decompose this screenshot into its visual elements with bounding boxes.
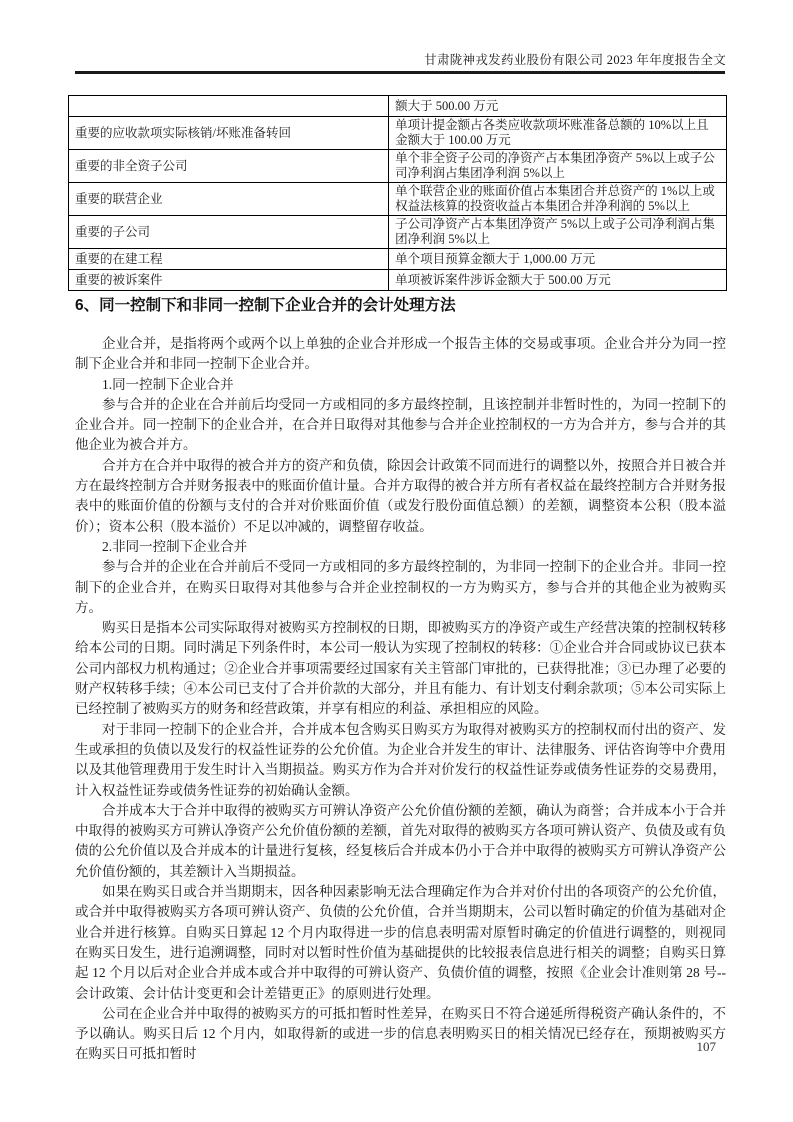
table-row bbox=[69, 270, 727, 291]
table-row bbox=[69, 249, 727, 270]
criteria-threshold-cell: 子公司净资产占本集团净资产 5%以上或子公司净利润占集团净利润 5%以上 bbox=[389, 216, 727, 249]
table-row bbox=[69, 117, 727, 150]
table-row bbox=[69, 216, 727, 249]
criteria-item-cell: 重要的联营企业 bbox=[69, 183, 389, 216]
subheading-same-control: 1.同一控制下企业合并 bbox=[102, 376, 234, 392]
criteria-threshold-cell: 单项被诉案件涉诉金额大于 500.00 万元 bbox=[389, 270, 727, 291]
page-number: 107 bbox=[696, 1039, 716, 1054]
criteria-threshold-cell: 额大于 500.00 万元 bbox=[389, 96, 727, 117]
table-row bbox=[69, 150, 727, 183]
page-header: 甘肃陇神戎发药业股份有限公司 2023 年年度报告全文 bbox=[424, 53, 726, 67]
criteria-item-cell: 重要的非全资子公司 bbox=[69, 150, 389, 183]
paragraph-intro: 企业合并，是指将两个或两个以上单独的企业合并形成一个报告主体的交易或事项。企业合并分为同一控制下企业合并和非同一控制下企业合并。 bbox=[75, 336, 726, 372]
criteria-item-cell: 重要的应收款项实际核销/坏账准备转回 bbox=[69, 117, 389, 150]
criteria-threshold-cell: 单个项目预算金额大于 1,000.00 万元 bbox=[389, 249, 727, 270]
section-heading: 6、同一控制下和非同一控制下企业合并的会计处理方法 bbox=[75, 297, 456, 314]
paragraph: 参与合并的企业在合并前后均受同一方或相同的多方最终控制，且该控制并非暂时性的，为同一控制下的企业合并。同一控制下的企业合并，在合并日取得对其他参与合并企业控制权的一方为合并方，参与合并的其他企业为被合并方。 bbox=[75, 396, 726, 453]
criteria-threshold-cell: 单个联营企业的账面价值占本集团合并总资产的 1%以上或权益法核算的投资收益占本集团合并净利润的 5%以上 bbox=[389, 183, 727, 216]
criteria-threshold-cell: 单项计提金额占各类应收款项坏账准备总额的 10%以上且金额大于 100.00 万元 bbox=[389, 117, 727, 150]
paragraph: 如果在购买日或合并当期期末，因各种因素影响无法合理确定作为合并对价付出的各项资产的公允价值，或合并中取得被购买方各项可辨认资产、负债的公允价值，合并当期期末，公司以暂时确定的价值为基础对企业合并进行核算。自购买日算起 12 个月内取得进一步的信息表明需对原暂时确定的价值进行调整的，则视同在购买日发生，进行追溯调整，同时对以暂时性价值为基础提供的比较报表信息进行相关的调整；自购买日算起 12 个月以后对企业合并成本或合并中取得的可辨认资产、负债价值的调整，按照《企业会计准则第 28 号--会计政策、会计估计变更和会计差错更正》的原则进行处理。 bbox=[75, 884, 726, 1001]
importance-criteria-table bbox=[68, 95, 727, 291]
paragraph: 合并成本大于合并中取得的被购买方可辨认净资产公允价值份额的差额，确认为商誉；合并成本小于合并中取得的被购买方可辨认净资产公允价值份额的差额，首先对取得的被购买方各项可辨认资产、负债及或有负债的公允价值以及合并成本的计量进行复核，经复核后合并成本仍小于合并中取得的被购买方可辨认净资产公允价值份额的，其差额计入当期损益。 bbox=[75, 802, 726, 879]
criteria-item-cell: 重要的被诉案件 bbox=[69, 270, 389, 291]
criteria-item-cell: 重要的在建工程 bbox=[69, 249, 389, 270]
criteria-item-cell bbox=[69, 96, 389, 117]
paragraph: 购买日是指本公司实际取得对被购买方控制权的日期，即被购买方的净资产或生产经营决策的控制权转移给本公司的日期。同时满足下列条件时，本公司一般认为实现了控制权的转移：①企业合并合同或协议已获本公司内部权力机构通过；②企业合并事项需要经过国家有关主管部门审批的，已获得批准；③已办理了必要的财产权转移手续；④本公司已支付了合并价款的大部分，并且有能力、有计划支付剩余款项；⑤本公司实际上已经控制了被购买方的财务和经营政策，并享有相应的利益、承担相应的风险。 bbox=[75, 620, 726, 717]
paragraph: 参与合并的企业在合并前后不受同一方或相同的多方最终控制的，为非同一控制下的企业合并。非同一控制下的企业合并，在购买日取得对其他参与合并企业控制权的一方为购买方，参与合并的其他企业为被购买方。 bbox=[75, 559, 726, 615]
table-row bbox=[69, 96, 727, 117]
criteria-item-cell: 重要的子公司 bbox=[69, 216, 389, 249]
table-row bbox=[69, 183, 727, 216]
header-rule bbox=[75, 71, 725, 74]
subheading-non-same-control: 2.非同一控制下企业合并 bbox=[102, 538, 248, 554]
paragraph: 合并方在合并中取得的被合并方的资产和负债，除因会计政策不同而进行的调整以外，按照合并日被合并方在最终控制方合并财务报表中的账面价值计量。合并方取得的被合并方所有者权益在最终控制方合并财务报表中的账面价值的份额与支付的合并对价账面价值（或发行股份面值总额）的差额，调整资本公积（股本溢价）；资本公积（股本溢价）不足以冲减的，调整留存收益。 bbox=[75, 457, 726, 534]
paragraph: 公司在企业合并中取得的被购买方的可抵扣暂时性差异，在购买日不符合递延所得税资产确认条件的，不予以确认。购买日后 12 个月内，如取得新的或进一步的信息表明购买日的相关情况已经存在，预期被购买方在购买日可抵扣暂时 bbox=[75, 1005, 726, 1062]
section-body bbox=[75, 334, 726, 1065]
paragraph: 对于非同一控制下的企业合并，合并成本包含购买日购买方为取得对被购买方的控制权而付出的资产、发生或承担的负债以及发行的权益性证券的公允价值。为企业合并发生的审计、法律服务、评估咨询等中介费用以及其他管理费用于发生时计入当期损益。购买方作为合并对价发行的权益性证券或债务性证券的交易费用，计入权益性证券或债务性证券的初始确认金额。 bbox=[75, 721, 726, 798]
criteria-threshold-cell: 单个非全资子公司的净资产占本集团净资产 5%以上或子公司净利润占集团净利润 5%以上 bbox=[389, 150, 727, 183]
